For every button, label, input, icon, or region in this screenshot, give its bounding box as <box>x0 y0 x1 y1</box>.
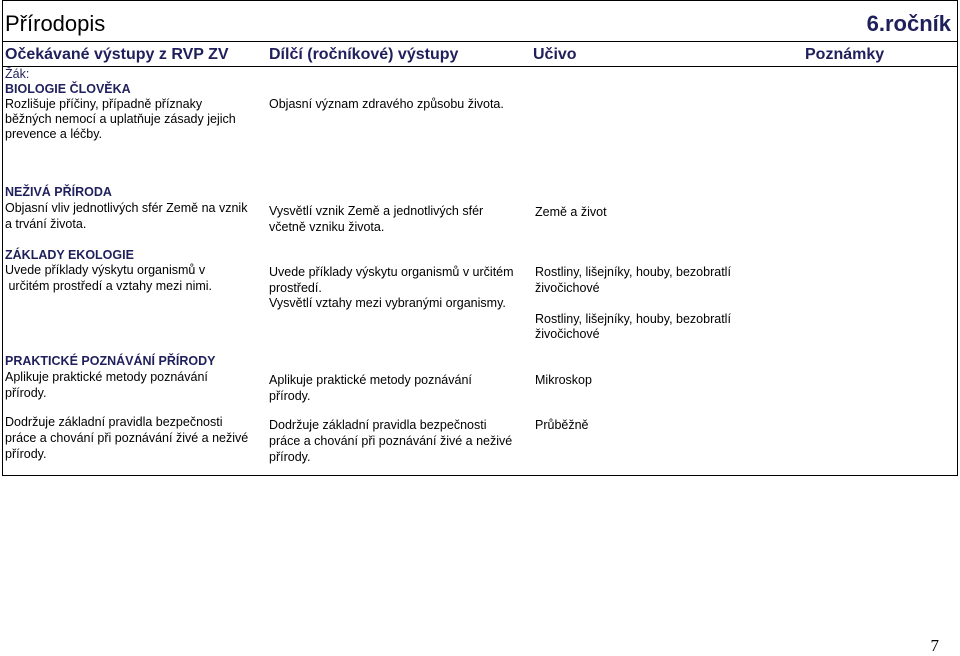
detail-line: Objasní význam zdravého způsobu života. <box>269 97 504 111</box>
curriculum-item: živočichové <box>535 327 600 341</box>
detail-line: Vysvětlí vznik Země a jednotlivých sfér <box>269 204 484 218</box>
subject-title: Přírodopis <box>5 11 106 36</box>
detail-line: práce a chování při poznávání živé a neživé <box>269 434 513 448</box>
outcome-line: běžných nemocí a uplatňuje zásady jejich <box>5 112 236 126</box>
detail-line: přírody. <box>269 450 311 464</box>
detail-line: Uvede příklady výskytu organismů v určitém <box>269 265 514 279</box>
detail-line: Aplikuje praktické metody poznávání <box>269 373 472 387</box>
outcome-line: a trvání života. <box>5 217 87 231</box>
detail-line: včetně vzniku života. <box>269 220 385 234</box>
page-number: 7 <box>930 636 939 655</box>
outcome-line: Uvede příklady výskytu organismů v <box>5 263 206 277</box>
section-heading-inanimate-nature: NEŽIVÁ PŘÍRODA <box>5 185 112 199</box>
grade-title: 6.ročník <box>866 11 951 36</box>
column-header-partial-outcomes: Dílčí (ročníkové) výstupy <box>269 46 459 63</box>
column-header-curriculum: Učivo <box>533 46 577 63</box>
detail-line: přírody. <box>269 389 311 403</box>
detail-line: prostředí. <box>269 281 322 295</box>
detail-line: Vysvětlí vztahy mezi vybranými organismy. <box>269 296 506 310</box>
curriculum-item: Země a život <box>535 205 607 219</box>
outcome-line: prevence a léčby. <box>5 127 103 141</box>
section-heading-practical-nature: PRAKTICKÉ POZNÁVÁNÍ PŘÍRODY <box>5 354 216 368</box>
title-divider <box>3 41 957 42</box>
outcome-line: Dodržuje základní pravidla bezpečnosti <box>5 415 223 429</box>
section-heading-human-biology: BIOLOGIE ČLOVĚKA <box>5 82 131 96</box>
outcome-line: práce a chování při poznávání živé a neživé <box>5 431 249 445</box>
column-header-expected-outcomes: Očekávané výstupy z RVP ZV <box>5 46 229 63</box>
section-heading-ecology: ZÁKLADY EKOLOGIE <box>5 248 134 262</box>
header-divider <box>3 66 957 67</box>
outcome-line: přírody. <box>5 447 47 461</box>
outcome-line: určitém prostředí a vztahy mezi nimi. <box>5 279 213 293</box>
outcome-line: Objasní vliv jednotlivých sfér Země na vznik <box>5 201 248 215</box>
detail-line: Dodržuje základní pravidla bezpečnosti <box>269 418 487 432</box>
curriculum-table <box>2 0 958 476</box>
curriculum-item: Rostliny, lišejníky, houby, bezobratlí <box>535 312 731 326</box>
curriculum-item: Rostliny, lišejníky, houby, bezobratlí <box>535 265 731 279</box>
column-header-notes: Poznámky <box>805 46 885 63</box>
pupil-label: Žák: <box>5 67 30 81</box>
outcome-line: Rozlišuje příčiny, případně příznaky <box>5 97 203 111</box>
curriculum-item: Mikroskop <box>535 373 592 387</box>
curriculum-item: Průběžně <box>535 418 589 432</box>
outcome-line: přírody. <box>5 386 47 400</box>
outcome-line: Aplikuje praktické metody poznávání <box>5 370 208 384</box>
curriculum-item: živočichové <box>535 281 600 295</box>
